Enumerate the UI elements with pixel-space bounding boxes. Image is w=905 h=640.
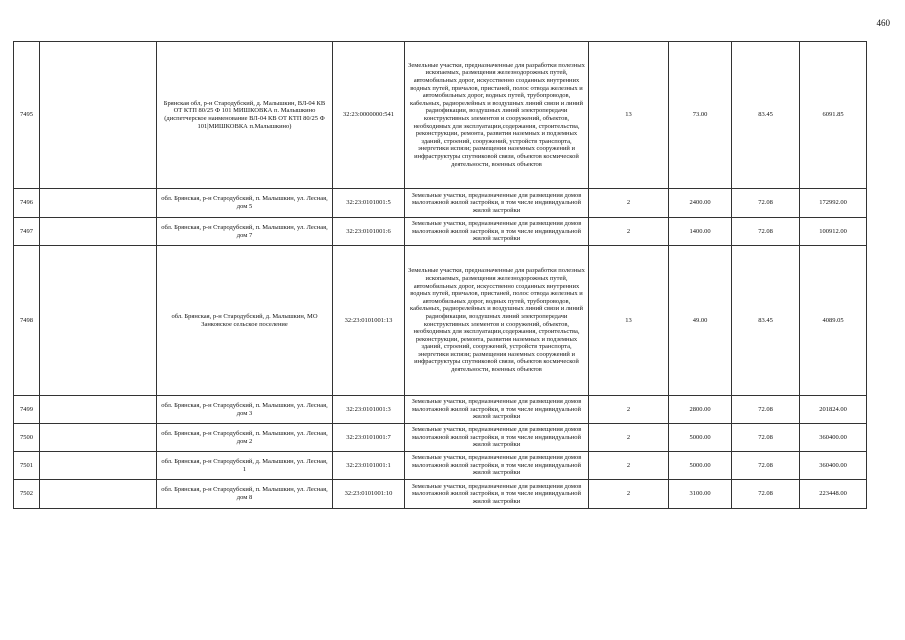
- empty-cell: [40, 424, 157, 452]
- table-row: [14, 218, 867, 246]
- area-value: 5000.00: [669, 424, 732, 452]
- use-code: 2: [589, 189, 669, 218]
- empty-cell: [40, 452, 157, 480]
- address-cell: обл. Брянская, р-н Стародубский, п. Малышкин, ул. Лесная, дом 3: [157, 396, 333, 424]
- cadastral-number: 32:23:0000000:541: [333, 42, 405, 189]
- row-number: 7495: [14, 42, 40, 189]
- table-row: [14, 42, 867, 189]
- empty-cell: [40, 42, 157, 189]
- rate-value: 72.08: [732, 452, 800, 480]
- land-use-type: Земельные участки, предназначенные для разработки полезных ископаемых, размещения железнодорожных путей, автомобильных дорог, искусственно созданных внутренних водных путей, причалов, пристаней, полос отвода железных и автомобильных дорог, водных путей, трубопроводов, кабельных, радиорелейных и воздушных линий связи и линий радиофикации, воздушных линий электропередачи конструктивных элементов и сооружений, объектов, необходимых для эксплуатации,содержания, строительства, реконструкции, ремонта, развития наземных и подземных зданий, строений, сооружений, устройств транспорта, энергетики испязи; размещения наземных сооружений и инфраструктуры спутниковой связи, объектов космической деятельности, военных объектов: [405, 246, 589, 396]
- use-code: 2: [589, 424, 669, 452]
- land-use-type: Земельные участки, предназначенные для размещения домов малоэтажной жилой застройки, в том числе индивидуальной жилой застройки: [405, 424, 589, 452]
- rate-value: 83.45: [732, 246, 800, 396]
- total-value: 4089.05: [800, 246, 867, 396]
- cadastral-number: 32:23:0101001:1: [333, 452, 405, 480]
- empty-cell: [40, 396, 157, 424]
- land-use-type: Земельные участки, предназначенные для размещения домов малоэтажной жилой застройки, в том числе индивидуальной жилой застройки: [405, 480, 589, 509]
- rate-value: 72.08: [732, 218, 800, 246]
- address-cell: обл. Брянская, р-н Стародубский, п. Малышкин, ул. Лесная, дом 7: [157, 218, 333, 246]
- empty-cell: [40, 218, 157, 246]
- table-row: [14, 396, 867, 424]
- cadastral-number: 32:23:0101001:10: [333, 480, 405, 509]
- cadastral-number: 32:23:0101001:13: [333, 246, 405, 396]
- use-code: 13: [589, 246, 669, 396]
- area-value: 73.00: [669, 42, 732, 189]
- rate-value: 72.08: [732, 424, 800, 452]
- land-use-type: Земельные участки, предназначенные для размещения домов малоэтажной жилой застройки, в том числе индивидуальной жилой застройки: [405, 218, 589, 246]
- row-number: 7502: [14, 480, 40, 509]
- land-use-type: Земельные участки, предназначенные для разработки полезных ископаемых, размещения железнодорожных путей, автомобильных дорог, искусственно созданных внутренних водных путей, причалов, пристаней, полос отвода железных и автомобильных дорог, водных путей, трубопроводов, кабельных, радиорелейных и воздушных линий связи и линий радиофикации, воздушных линий электропередачи конструктивных элементов и сооружений, объектов, необходимых для эксплуатации,содержания, строительства, реконструкции, ремонта, развития наземных и подземных зданий, строений, сооружений, устройств транспорта, энергетики испязи; размещения наземных сооружений и инфраструктуры спутниковой связи, объектов космической деятельности, военных объектов: [405, 42, 589, 189]
- row-number: 7501: [14, 452, 40, 480]
- page-number: 460: [876, 18, 890, 28]
- row-number: 7500: [14, 424, 40, 452]
- rate-value: 83.45: [732, 42, 800, 189]
- cadastral-number: 32:23:0101001:3: [333, 396, 405, 424]
- area-value: 49.00: [669, 246, 732, 396]
- cadastral-number: 32:23:0101001:6: [333, 218, 405, 246]
- land-registry-table: [13, 41, 867, 509]
- address-cell: обл. Брянская, р-н Стародубский, п. Малышкин, ул. Лесная, дом 2: [157, 424, 333, 452]
- table-row: [14, 480, 867, 509]
- area-value: 2400.00: [669, 189, 732, 218]
- address-cell: обл. Брянская, р-н Стародубский, п. Малышкин, ул. Лесная, дом 8: [157, 480, 333, 509]
- use-code: 13: [589, 42, 669, 189]
- total-value: 6091.85: [800, 42, 867, 189]
- area-value: 3100.00: [669, 480, 732, 509]
- use-code: 2: [589, 452, 669, 480]
- area-value: 1400.00: [669, 218, 732, 246]
- row-number: 7497: [14, 218, 40, 246]
- land-use-type: Земельные участки, предназначенные для размещения домов малоэтажной жилой застройки, в том числе индивидуальной жилой застройки: [405, 189, 589, 218]
- row-number: 7496: [14, 189, 40, 218]
- land-use-type: Земельные участки, предназначенные для размещения домов малоэтажной жилой застройки, в том числе индивидуальной жилой застройки: [405, 452, 589, 480]
- table-row: [14, 246, 867, 396]
- use-code: 2: [589, 218, 669, 246]
- total-value: 201824.00: [800, 396, 867, 424]
- table-row: [14, 452, 867, 480]
- address-cell: обл. Брянская, р-н Стародубский, д. Малышкин, МО Занковское сельское поселение: [157, 246, 333, 396]
- cadastral-number: 32:23:0101001:5: [333, 189, 405, 218]
- area-value: 2800.00: [669, 396, 732, 424]
- row-number: 7498: [14, 246, 40, 396]
- table-row: [14, 189, 867, 218]
- address-cell: обл. Брянская, р-н Стародубский, д. Малышкин, ул. Лесная, 1: [157, 452, 333, 480]
- land-use-type: Земельные участки, предназначенные для размещения домов малоэтажной жилой застройки, в том числе индивидуальной жилой застройки: [405, 396, 589, 424]
- row-number: 7499: [14, 396, 40, 424]
- use-code: 2: [589, 480, 669, 509]
- total-value: 360400.00: [800, 424, 867, 452]
- address-cell: обл. Брянская, р-н Стародубский, п. Малышкин, ул. Лесная, дом 5: [157, 189, 333, 218]
- total-value: 223448.00: [800, 480, 867, 509]
- cadastral-number: 32:23:0101001:7: [333, 424, 405, 452]
- area-value: 5000.00: [669, 452, 732, 480]
- total-value: 360400.00: [800, 452, 867, 480]
- empty-cell: [40, 246, 157, 396]
- empty-cell: [40, 189, 157, 218]
- table-row: [14, 424, 867, 452]
- use-code: 2: [589, 396, 669, 424]
- address-cell: Брянская обл, р-н Стародубский, д. Малышкин, ВЛ-04 КВ ОТ КТП 80/25 Ф 101 МИШКОВКА п. Малышкино (диспетчерское наименование ВЛ-04 КВ ОТ КТП 80/25 Ф 101|МИШКОВКА п.Малышкино): [157, 42, 333, 189]
- rate-value: 72.08: [732, 189, 800, 218]
- total-value: 172992.00: [800, 189, 867, 218]
- total-value: 100912.00: [800, 218, 867, 246]
- rate-value: 72.08: [732, 480, 800, 509]
- rate-value: 72.08: [732, 396, 800, 424]
- empty-cell: [40, 480, 157, 509]
